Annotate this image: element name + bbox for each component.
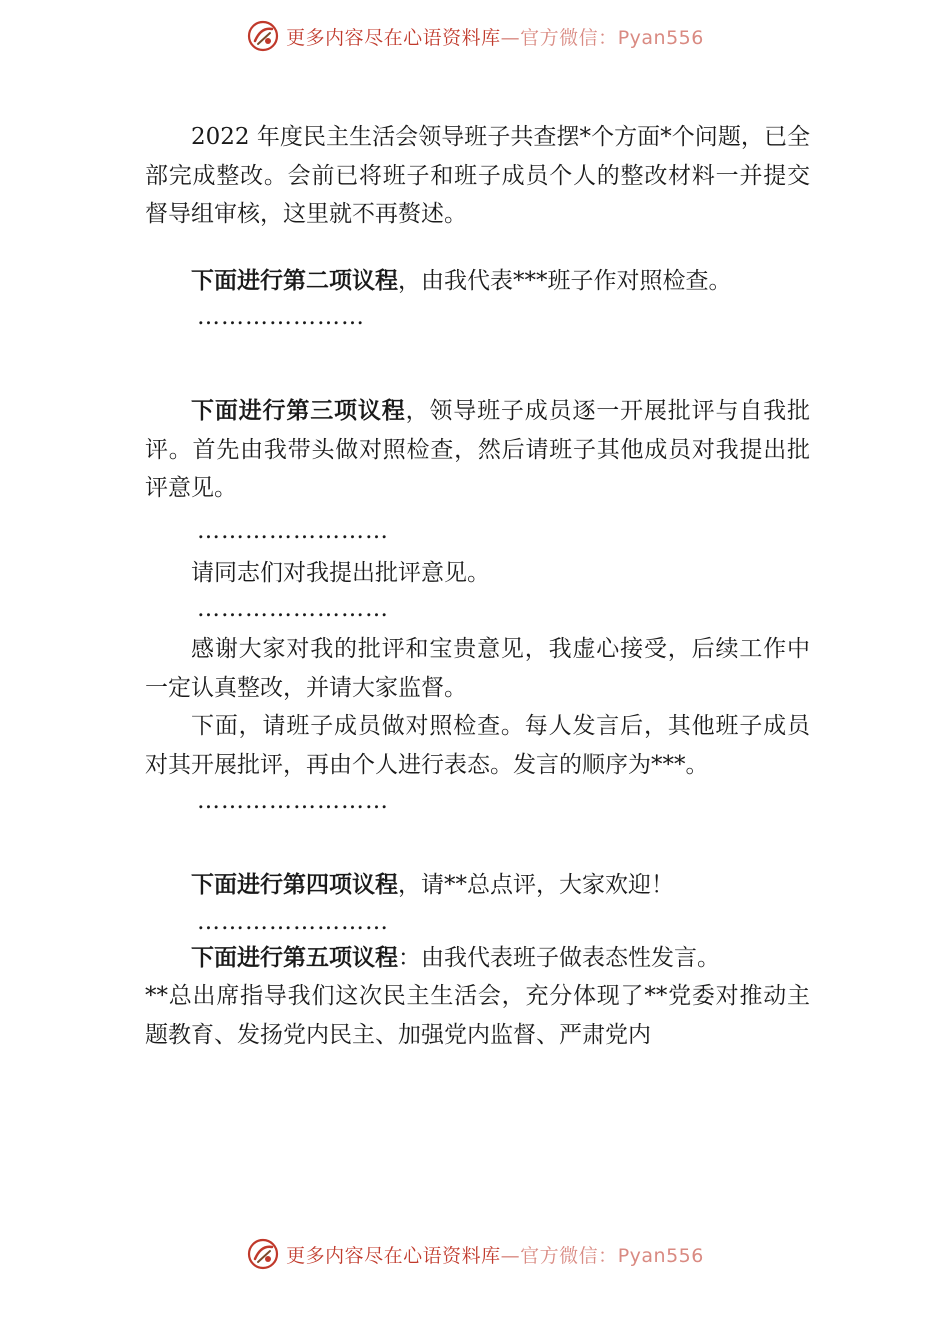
agenda-item-2-heading: 下面进行第二项议程 <box>191 267 398 294</box>
banner-wechat-id: Pyan556 <box>617 26 704 49</box>
header-banner <box>0 16 950 56</box>
paragraph-closing: **总出席指导我们这次民主生活会，充分体现了**党委对推动主题教育、发扬党内民主、加强党内监督、严肃党内 <box>145 983 810 1048</box>
banner-suffix-text: 官方微信： <box>520 1244 618 1267</box>
agenda-item-4-heading: 下面进行第四项议程 <box>191 872 398 898</box>
agenda-item-2-text: ，由我代表***班子作对照检查。 <box>398 267 732 294</box>
ellipsis-5: …………………… <box>197 908 389 935</box>
ellipsis-2: …………………… <box>197 517 389 544</box>
banner-suffix-text: 官方微信： <box>520 26 618 49</box>
document-body <box>145 118 810 1054</box>
agenda-item-5-heading: 下面进行第五项议程 <box>191 944 398 971</box>
agenda-item-3-text: ，领导班子成员逐一开展批评与自我批评。首先由我带头做对照检查，然后请班子其他成员对我提出批评意见。 <box>145 398 811 501</box>
agenda-item-5 <box>145 939 810 978</box>
ellipsis-3: …………………… <box>197 596 389 622</box>
banner-main-text: 更多内容尽在心语资料库 <box>286 1244 501 1267</box>
agenda-item-2 <box>145 262 810 301</box>
banner-wechat-id: Pyan556 <box>617 1244 704 1267</box>
paragraph-ask-criticism: 请同志们对我提出批评意见。 <box>191 559 490 586</box>
agenda-item-4 <box>145 866 810 905</box>
agenda-item-5-text: ：由我代表班子做表态性发言。 <box>398 944 720 971</box>
banner-dash: — <box>500 26 521 49</box>
header-banner-text <box>286 23 704 50</box>
ellipsis-1: ………………… <box>197 304 365 330</box>
footer-banner-text <box>286 1241 704 1268</box>
banner-main-text: 更多内容尽在心语资料库 <box>286 26 501 49</box>
seal-logo-icon <box>246 19 280 53</box>
agenda-item-3 <box>145 392 810 508</box>
agenda-item-3-heading: 下面进行第三项议程 <box>191 398 406 424</box>
paragraph-thanks: 感谢大家对我的批评和宝贵意见，我虚心接受，后续工作中一定认真整改，并请大家监督。 <box>145 636 810 701</box>
agenda-item-4-text: ，请**总点评，大家欢迎！ <box>398 872 674 898</box>
ellipsis-4: …………………… <box>197 788 389 814</box>
seal-logo-icon <box>246 1237 280 1271</box>
footer-banner <box>0 1234 950 1274</box>
banner-dash: — <box>500 1244 521 1267</box>
paragraph-next-members: 下面，请班子成员做对照检查。每人发言后，其他班子成员对其开展批评，再由个人进行表态。发言的顺序为***。 <box>145 713 810 778</box>
paragraph-rectification: 2022 年度民主生活会领导班子共查摆*个方面*个问题，已全部完成整改。会前已将班子和班子成员个人的整改材料一并提交督导组审核，这里就不再赘述。 <box>145 124 810 227</box>
